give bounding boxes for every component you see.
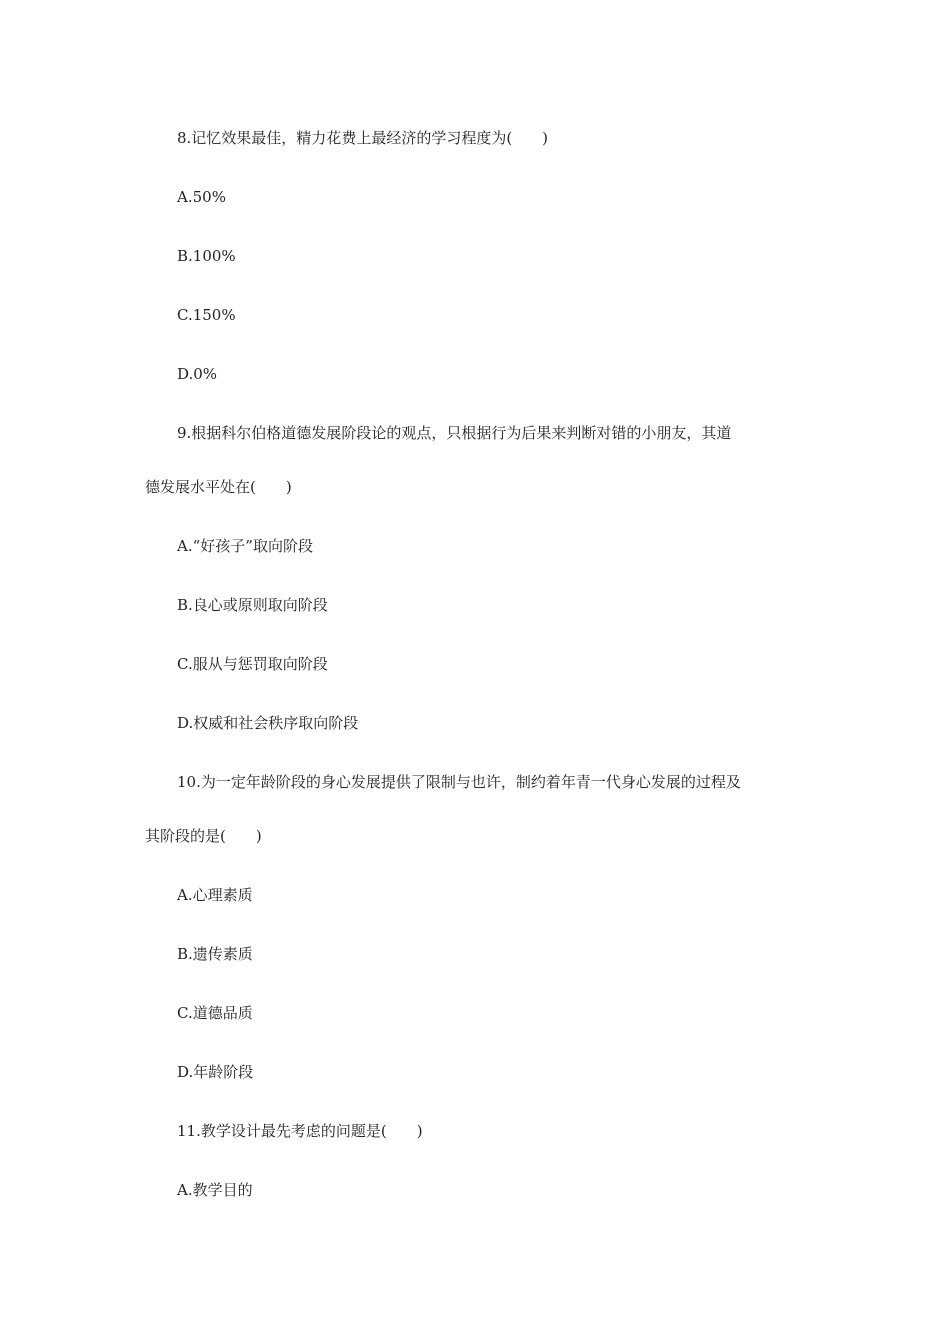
question-8-option-c: C.150% <box>177 306 236 324</box>
question-9-option-b: B.良心或原则取向阶段 <box>177 596 328 614</box>
question-10-option-c: C.道德品质 <box>177 1004 253 1022</box>
question-10-option-d: D.年龄阶段 <box>177 1063 254 1081</box>
question-10-option-a: A.心理素质 <box>177 886 253 904</box>
question-8-option-b: B.100% <box>177 247 236 265</box>
question-9-stem-line-2: 德发展水平处在( ) <box>145 478 292 496</box>
question-9-option-a: A.“好孩子”取向阶段 <box>177 537 313 555</box>
question-10-stem-line-1: 10.为一定年龄阶段的身心发展提供了限制与也许，制约着年青一代身心发展的过程及 <box>177 773 741 791</box>
question-9-option-c: C.服从与惩罚取向阶段 <box>177 655 328 673</box>
question-11-option-a: A.教学目的 <box>177 1181 253 1199</box>
question-8-stem: 8.记忆效果最佳，精力花费上最经济的学习程度为( ) <box>177 129 549 147</box>
question-10-option-b: B.遗传素质 <box>177 945 253 963</box>
question-10-stem-line-2: 其阶段的是( ) <box>145 827 262 845</box>
question-8-option-d: D.0% <box>177 365 218 383</box>
question-11-stem: 11.教学设计最先考虑的问题是( ) <box>177 1122 423 1140</box>
question-8-option-a: A.50% <box>177 188 226 206</box>
question-9-stem-line-1: 9.根据科尔伯格道德发展阶段论的观点，只根据行为后果来判断对错的小朋友，其道 <box>177 424 732 442</box>
question-9-option-d: D.权威和社会秩序取向阶段 <box>177 714 359 732</box>
